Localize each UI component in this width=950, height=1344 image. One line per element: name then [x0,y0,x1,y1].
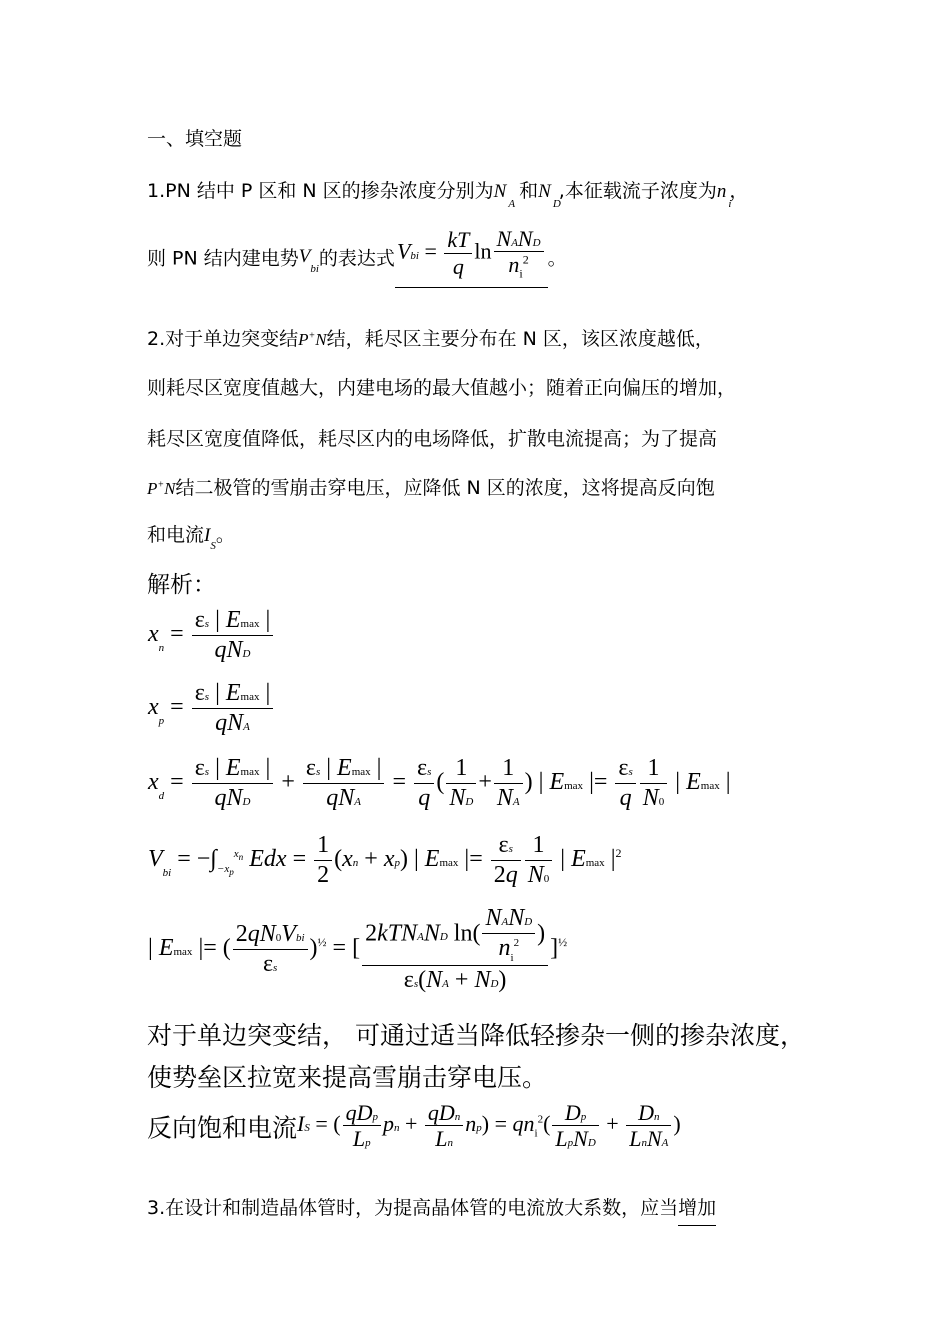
q3-prefix: 3.在设计和制造晶体管时，为提高晶体管的电流放大系数，应当 [147,1197,679,1219]
var-Vbi: $V_{bi}$ [298,246,319,276]
eq-xp: $x_p$ = $\frac{\varepsilon s | Emax |}{\text{qNA}}$ [148,680,275,737]
q3-answer: 增加 [678,1197,716,1226]
q2-line5 [147,520,235,552]
var-PplusN: P+N [298,330,327,349]
q2-l5: 和电流 [147,524,205,546]
eq-xd: $x_d$ = $\frac{\varepsilon s | Emax |}{\text{qND}}$ + $\frac{\varepsilon s | Emax |}{\text{qNA}}$ = $\frac{\varepsilon s}{q}$ ( $\frac{1}{ND}$ + $\frac{1}{NA}$ ) | Emax |= $\frac{\varepsilon s}{q}$ $\frac{1}{N0}$ | Emax | [148,755,731,811]
var-ND: $N_D$ [538,181,561,210]
q2-l4: 结二极管的雪崩击穿电压，应降低 N 区的浓度，这将提高反向饱 [175,477,715,499]
q2-line3: 耗尽区宽度值降低，耗尽区内的电场降低，扩散电流提高；为了提高 [147,428,718,450]
q2-line4 [147,473,715,500]
conclusion-line2: 使势垒区拉宽来提高雪崩击穿电压。 [147,1063,548,1092]
q1-line2-prefix: 则 PN 结内建电势 [147,247,299,270]
q1-mid1: 和 [519,180,539,202]
var-ni: $n_i$ [716,181,732,210]
q2-l1: 2.对于单边突变结 [147,328,299,350]
eq-xn: $x_n$ = $\frac{\varepsilon s | Emax |}{\text{qND}}$ [148,607,275,664]
var-PplusN-2: P+N [147,479,176,498]
section-heading: 一、填空题 [147,128,243,150]
q1-answer-Vbi: Vbi = $\frac{kT}{q}$ ln $\frac{\text{NAND}}{n_i^2}$ [395,226,548,288]
var-Is: $I_S$ [204,525,216,552]
conclusion-line1: 对于单边突变结， 可通过适当降低轻掺杂一侧的掺杂浓度， [147,1021,805,1050]
q1-line1 [147,176,749,210]
var-NA: $N_A$ [493,181,516,210]
conclusion-line3 [147,1100,681,1153]
eq-Vbi: $V_{bi} = -\int_{-x_p}^{x_n}$ Edx = $\frac{1}{2}$ (xn + xp) | Emax |= $\frac{\varepsilon s}{2q}$ $\frac{1}{N0}$ | Emax $|^2$ [148,832,622,888]
q2-line2: 则耗尽区宽度值越大，内建电场的最大值越小；随着正向偏压的增加， [147,377,737,399]
q1-line2-mid: 的表达式 [318,247,395,270]
q3-line1 [147,1193,716,1220]
reverse-saturation-label: 反向饱和电流 [147,1113,298,1143]
q2-line1 [147,324,714,351]
q1-mid2: ,本征载流子浓度为 [558,180,717,202]
q2-l5-end: 。 [215,524,235,546]
q2-l1b: 结，耗尽区主要分布在 N 区，该区浓度越低， [326,328,714,350]
eq-Is: IS = ( $\frac{\text{qDp}}{Lp}$ pn + $\frac{\text{qDn}}{Ln}$ $np) = qn_i^2$( $\frac{Dp}{\text{LpND}}$ + $\frac{Dn}{\text{LnNA}}$ ) [297,1100,681,1152]
eq-Emax: | Emax |= ( $\frac{\text{2qN0Vbi}}{\varepsilon s}$ )$^{\frac{1}{2}}$ = [ 2kTNAND ln( $\frac{\text{NAND}}{n_i^2}$ ) εs(NA + ND) ]$^{\frac{1}{2}}$ [148,905,568,993]
q1-prefix: 1.PN 结中 P 区和 N 区的掺杂浓度分别为 [147,180,494,202]
q1-line2: 则 PN 结内建电势$V_{bi}$的表达式Vbi = $\frac{kT}{q}$ ln $\frac{\text{NAND}}{n_i^2}$ 。 [147,226,567,288]
analysis-label: 解析： [147,572,216,598]
q1-end: ， [729,180,749,202]
